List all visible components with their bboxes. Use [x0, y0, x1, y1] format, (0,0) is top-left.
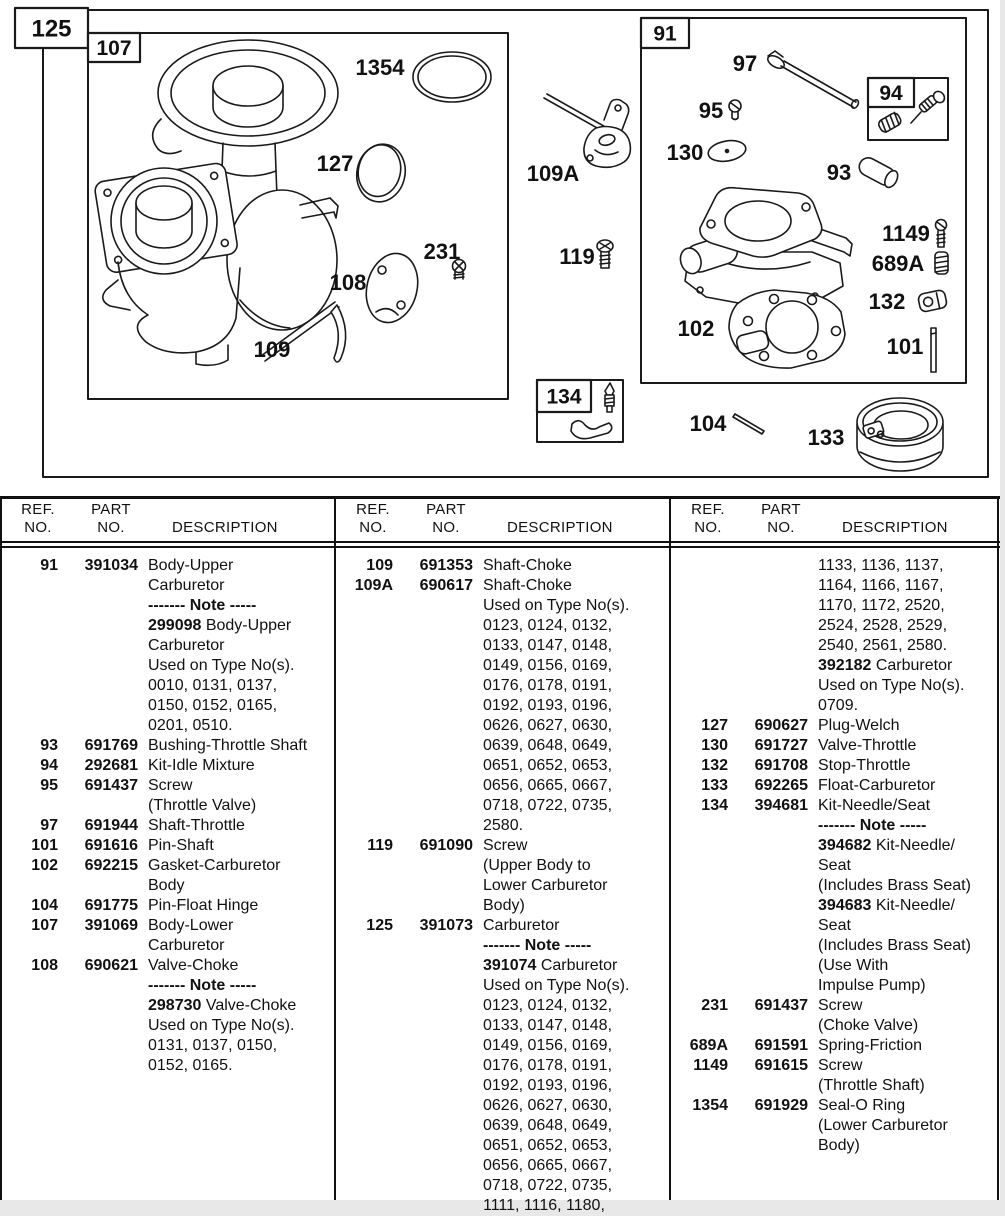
ref-no-cell: 101	[31, 837, 58, 854]
description-line: Used on Type No(s).	[483, 597, 630, 614]
part-no-cell: 691090	[419, 837, 473, 854]
description-cell	[473, 836, 670, 916]
table-row	[670, 556, 1005, 716]
description-line: Impulse Pump)	[818, 977, 926, 994]
description-cell	[138, 756, 335, 776]
callout-97: 97	[732, 51, 758, 76]
description-cell	[808, 736, 1005, 756]
description-line: 0149, 0156, 0169,	[483, 1037, 613, 1054]
part-109a-choke-shaft-drawing	[544, 94, 630, 167]
header-part-no: PART NO.	[426, 501, 466, 536]
description-line: 0176, 0178, 0191,	[483, 1057, 613, 1074]
description-line: 0718, 0722, 0735,	[483, 1177, 613, 1194]
part-no-cell: 690621	[84, 957, 138, 974]
description-cell	[808, 1056, 1005, 1096]
part-no-cell: 691353	[419, 557, 473, 574]
description-line: (Throttle Valve)	[148, 797, 257, 814]
table-column-3	[670, 496, 1005, 1200]
callout-231: 231	[423, 239, 461, 264]
description-cell	[473, 916, 670, 1216]
ref-no-cell: 107	[31, 917, 58, 934]
ref-no-cell: 132	[701, 757, 728, 774]
description-line: 0718, 0722, 0735,	[483, 797, 613, 814]
description-line: Valve-Choke	[148, 957, 239, 974]
description-line: Screw	[818, 997, 863, 1014]
ref-no-cell: 104	[31, 897, 58, 914]
description-line: 0123, 0124, 0132,	[483, 617, 613, 634]
part-108-choke-valve-drawing	[359, 248, 424, 328]
part-no-cell: 292681	[84, 757, 138, 774]
ref-no-cell: 133	[701, 777, 728, 794]
description-line: ------- Note -----	[148, 597, 257, 614]
ref-no-cell: 119	[367, 837, 393, 854]
description-line: Pin-Float Hinge	[148, 897, 259, 914]
callout-1149: 1149	[882, 221, 930, 246]
ref-no-cell: 1149	[693, 1057, 728, 1074]
ref-no-cell: 93	[40, 737, 58, 754]
description-cell	[808, 996, 1005, 1036]
description-line: Used on Type No(s).	[148, 657, 295, 674]
table-row	[0, 856, 335, 896]
table-row	[670, 1056, 1005, 1096]
part-no-cell: 690617	[419, 577, 473, 594]
exploded-parts-diagram	[0, 0, 1000, 492]
description-line: 0709.	[818, 697, 859, 714]
description-line: Seat	[818, 917, 851, 934]
ref-no-cell: 125	[366, 917, 393, 934]
callout-1354: 1354	[355, 55, 405, 80]
description-line: 0201, 0510.	[148, 717, 233, 734]
description-line: Carburetor	[483, 917, 560, 934]
part-no-cell: 391034	[84, 557, 138, 574]
description-cell	[473, 556, 670, 576]
ref-no-cell: 689A	[689, 1037, 728, 1054]
part-132-throttle-stop-drawing	[917, 289, 947, 312]
ref-no-cell: 130	[701, 737, 728, 754]
description-cell	[138, 556, 335, 736]
description-line: 394683 Kit-Needle/	[818, 897, 955, 914]
description-line: Lower Carburetor	[483, 877, 608, 894]
description-line: 392182 Carburetor	[818, 657, 953, 674]
description-cell	[138, 896, 335, 916]
ref-no-cell: 102	[31, 857, 58, 874]
description-line: Used on Type No(s).	[148, 1017, 295, 1034]
part-no-cell: 692215	[84, 857, 138, 874]
callout-108: 108	[329, 270, 367, 295]
callout-95: 95	[698, 98, 724, 123]
description-line: 0176, 0178, 0191,	[483, 677, 613, 694]
part-no-cell: 691616	[84, 837, 138, 854]
part-no-cell	[728, 556, 808, 716]
description-line: ------- Note -----	[483, 937, 592, 954]
callout-119: 119	[559, 244, 595, 269]
description-line: 394682 Kit-Needle/	[818, 837, 955, 854]
description-line: 0133, 0147, 0148,	[483, 637, 613, 654]
description-line: Kit-Needle/Seat	[818, 797, 931, 814]
description-line: 1111, 1116, 1180,	[483, 1197, 605, 1214]
table-row	[335, 836, 670, 916]
description-line: Shaft-Choke	[483, 577, 572, 594]
description-line: Seal-O Ring	[818, 1097, 906, 1114]
part-no-cell: 690627	[754, 717, 808, 734]
description-line: 0626, 0627, 0630,	[483, 1097, 613, 1114]
description-line: Body-Upper	[148, 557, 234, 574]
description-cell	[808, 716, 1005, 736]
description-cell	[138, 816, 335, 836]
part-no-cell: 391069	[84, 917, 138, 934]
part-1354-o-ring-drawing	[413, 52, 491, 102]
description-line: 1170, 1172, 2520,	[818, 597, 945, 614]
description-cell	[808, 796, 1005, 996]
description-line: Gasket-Carburetor	[148, 857, 281, 874]
header-description: DESCRIPTION	[842, 519, 948, 536]
callout-104: 104	[689, 411, 727, 436]
part-1149-screw-drawing	[936, 220, 947, 248]
description-line: Body)	[483, 897, 525, 914]
description-line: Used on Type No(s).	[483, 977, 630, 994]
description-line: Carburetor	[148, 577, 225, 594]
ref-no-cell	[670, 556, 728, 716]
part-no-cell: 691775	[84, 897, 138, 914]
part-91-upper-body-drawing	[677, 188, 852, 307]
table-row	[0, 736, 335, 756]
description-line: 0123, 0124, 0132,	[483, 997, 613, 1014]
header-ref-no: REF. NO.	[691, 501, 725, 536]
ref-no-cell: 95	[40, 777, 58, 794]
description-line: 0152, 0165.	[148, 1057, 233, 1074]
description-line: 0639, 0648, 0649,	[483, 1117, 613, 1134]
table-row	[670, 756, 1005, 776]
description-cell	[808, 756, 1005, 776]
description-cell	[473, 576, 670, 836]
table-row	[670, 776, 1005, 796]
table-row	[670, 996, 1005, 1036]
description-line: 0010, 0131, 0137,	[148, 677, 278, 694]
table-row	[670, 736, 1005, 756]
description-line: Screw	[148, 777, 193, 794]
part-no-cell: 691929	[754, 1097, 808, 1114]
part-107-lower-body-drawing	[94, 40, 338, 365]
ref-no-cell: 1354	[692, 1097, 728, 1114]
table-row	[0, 956, 335, 1076]
table-row	[0, 776, 335, 816]
table-row	[0, 756, 335, 776]
description-line: Float-Carburetor	[818, 777, 936, 794]
description-line: Plug-Welch	[818, 717, 900, 734]
table-column-1	[0, 496, 335, 1200]
description-line: Screw	[483, 837, 528, 854]
part-no-cell: 691769	[84, 737, 138, 754]
description-line: (Lower Carburetor	[818, 1117, 948, 1134]
description-line: Stop-Throttle	[818, 757, 911, 774]
parts-table	[0, 496, 1000, 1214]
table-rows	[670, 556, 1005, 1156]
description-cell	[808, 1036, 1005, 1056]
description-line: Bushing-Throttle Shaft	[148, 737, 308, 754]
table-row	[335, 556, 670, 576]
ref-no-cell: 231	[701, 997, 728, 1014]
part-no-cell: 691615	[754, 1057, 808, 1074]
table-row	[0, 896, 335, 916]
table-row	[670, 1036, 1005, 1056]
description-line: Shaft-Choke	[483, 557, 572, 574]
callout-132: 132	[868, 289, 906, 314]
part-no-cell: 691591	[754, 1037, 808, 1054]
description-line: 0651, 0652, 0653,	[483, 1137, 613, 1154]
group-box-label-94: 94	[879, 82, 903, 106]
part-no-cell: 691944	[84, 817, 138, 834]
description-line: (Includes Brass Seat)	[818, 937, 971, 954]
description-line: Body	[148, 877, 185, 894]
description-line: (Use With	[818, 957, 889, 974]
description-line: (Choke Valve)	[818, 1017, 919, 1034]
callout-109A: 109A	[526, 161, 580, 186]
description-line: (Includes Brass Seat)	[818, 877, 971, 894]
description-line: 1133, 1136, 1137,	[818, 557, 944, 574]
description-cell	[808, 776, 1005, 796]
part-119-screw-drawing	[597, 240, 613, 268]
part-127-welch-plug-drawing	[351, 140, 410, 207]
description-line: 2540, 2561, 2580.	[818, 637, 948, 654]
description-line: 0149, 0156, 0169,	[483, 657, 613, 674]
group-box-label-125: 125	[31, 15, 72, 43]
table-row	[670, 1096, 1005, 1156]
description-line: 0192, 0193, 0196,	[483, 1077, 613, 1094]
description-line: Screw	[818, 1057, 863, 1074]
header-part-no: PART NO.	[761, 501, 801, 536]
ref-no-cell: 109A	[354, 577, 393, 594]
table-rows	[335, 556, 670, 1216]
description-line: 0150, 0152, 0165,	[148, 697, 278, 714]
table-row	[335, 916, 670, 1216]
part-133-float-drawing	[857, 398, 943, 471]
part-no-cell: 691437	[84, 777, 138, 794]
callout-109: 109	[253, 337, 291, 362]
part-no-cell: 691708	[754, 757, 808, 774]
description-line: 391074 Carburetor	[483, 957, 618, 974]
description-cell	[138, 736, 335, 756]
description-line: (Throttle Shaft)	[818, 1077, 925, 1094]
table-row	[670, 716, 1005, 736]
description-line: 0651, 0652, 0653,	[483, 757, 613, 774]
header-ref-no: REF. NO.	[21, 501, 55, 536]
description-line: Shaft-Throttle	[148, 817, 245, 834]
description-line: Carburetor	[148, 637, 225, 654]
table-row	[0, 836, 335, 856]
description-line: 2524, 2528, 2529,	[818, 617, 948, 634]
table-row	[0, 916, 335, 956]
header-ref-no: REF. NO.	[356, 501, 390, 536]
description-line: Spring-Friction	[818, 1037, 923, 1054]
ref-no-cell: 94	[40, 757, 58, 774]
table-column-2	[335, 496, 670, 1214]
part-95-screw-drawing	[729, 100, 741, 120]
description-line: Used on Type No(s).	[818, 677, 965, 694]
ref-no-cell: 108	[31, 957, 58, 974]
part-93-bushing-drawing	[856, 155, 900, 190]
part-104-float-hinge-pin-drawing	[733, 414, 764, 434]
description-cell	[138, 856, 335, 896]
description-line: 0131, 0137, 0150,	[148, 1037, 278, 1054]
part-no-cell: 691727	[754, 737, 808, 754]
part-no-cell: 692265	[754, 777, 808, 794]
part-689a-spring-drawing	[935, 252, 948, 274]
part-no-cell: 691437	[754, 997, 808, 1014]
description-cell	[138, 776, 335, 816]
description-line: 1164, 1166, 1167,	[818, 577, 944, 594]
description-line: 2580.	[483, 817, 524, 834]
description-line: 0639, 0648, 0649,	[483, 737, 613, 754]
callout-101: 101	[886, 334, 924, 359]
callout-130: 130	[666, 140, 704, 165]
description-line: 0192, 0193, 0196,	[483, 697, 613, 714]
part-101-pin-drawing	[931, 328, 936, 372]
ref-no-cell: 97	[40, 817, 58, 834]
callout-93: 93	[826, 160, 852, 185]
description-cell	[138, 956, 335, 1076]
description-line: Pin-Shaft	[148, 837, 214, 854]
description-line: ------- Note -----	[148, 977, 257, 994]
group-box-label-134: 134	[546, 385, 582, 409]
description-cell	[138, 916, 335, 956]
callout-102: 102	[677, 316, 715, 341]
part-no-cell: 391073	[419, 917, 473, 934]
description-line: Valve-Throttle	[818, 737, 917, 754]
group-box-label-91: 91	[653, 22, 677, 46]
ref-no-cell: 109	[366, 557, 393, 574]
description-line: Seat	[818, 857, 851, 874]
description-line: Body)	[818, 1137, 860, 1154]
description-cell	[808, 1096, 1005, 1156]
group-box-label-107: 107	[96, 37, 132, 61]
callout-127: 127	[316, 151, 354, 176]
description-line: (Upper Body to	[483, 857, 591, 874]
description-cell	[808, 556, 1005, 716]
callout-133: 133	[807, 425, 845, 450]
description-line: ------- Note -----	[818, 817, 927, 834]
description-line: 0626, 0627, 0630,	[483, 717, 613, 734]
description-line: Carburetor	[148, 937, 225, 954]
description-line: 0133, 0147, 0148,	[483, 1017, 613, 1034]
ref-no-cell: 127	[701, 717, 728, 734]
description-cell	[138, 836, 335, 856]
table-rows	[0, 556, 335, 1076]
part-97-throttle-shaft-drawing	[766, 51, 860, 109]
description-line: Kit-Idle Mixture	[148, 757, 255, 774]
part-130-throttle-valve-drawing	[707, 138, 748, 164]
part-no-cell: 394681	[754, 797, 808, 814]
table-row	[0, 816, 335, 836]
table-row	[335, 576, 670, 836]
ref-no-cell: 134	[701, 797, 728, 814]
table-row	[0, 556, 335, 736]
header-description: DESCRIPTION	[507, 519, 613, 536]
table-row	[670, 796, 1005, 996]
part-102-gasket-drawing	[729, 290, 845, 368]
description-line: 0656, 0665, 0667,	[483, 777, 613, 794]
ref-no-cell: 91	[40, 557, 58, 574]
header-description: DESCRIPTION	[172, 519, 278, 536]
description-line: 0656, 0665, 0667,	[483, 1157, 613, 1174]
description-line: 298730 Valve-Choke	[148, 997, 297, 1014]
description-line: 299098 Body-Upper	[148, 617, 292, 634]
description-line: Body-Lower	[148, 917, 234, 934]
header-part-no: PART NO.	[91, 501, 131, 536]
callout-689A: 689A	[871, 251, 925, 276]
